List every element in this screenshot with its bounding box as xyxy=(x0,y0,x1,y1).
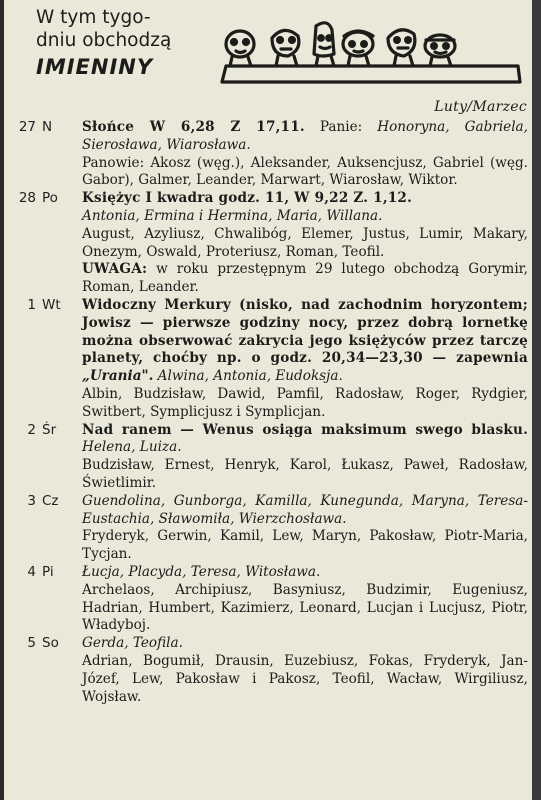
day-entry xyxy=(8,190,528,297)
day-entry xyxy=(8,635,528,706)
women-label: Panie: xyxy=(304,119,378,135)
women-names: Gerda, Teofila. xyxy=(82,635,183,652)
header-title: IMIENINY xyxy=(36,55,154,79)
men-names: Panowie: Akosz (węg.), Aleksander, Auksencjusz, Gabriel (węg. Gabor), Galmer, Leander, Marwart, Wiarosław, Wiktor. xyxy=(82,154,528,189)
day-label xyxy=(8,422,72,440)
astronomy-note: Nad ranem — Wenus osiąga maksimum swego blasku. xyxy=(82,421,528,438)
day-of-week: Śr xyxy=(42,421,57,438)
day-of-week: Cz xyxy=(42,492,59,509)
astronomy-note: Widoczny Merkury (nisko, nad zachodnim horyzontem; Jowisz — pierwsze godziny nocy, przez dobrą lornetkę można obserwować zakrycia jego księżyców przez tarczę planety, choćby np. o godz. 20,34—23,30 — zapewnia xyxy=(82,296,528,367)
men-names: Albin, Budzisław, Dawid, Pamfil, Radosław, Roger, Rydgier, Switbert, Symplicjusz i Symplicjan. xyxy=(82,385,528,420)
men-names: Fryderyk, Gerwin, Kamil, Lew, Maryn, Pakosław, Piotr-Maria, Tycjan. xyxy=(82,528,528,563)
day-label xyxy=(8,297,72,315)
column-header xyxy=(36,6,216,79)
women-names: Łucja, Placyda, Teresa, Witosława. xyxy=(82,563,321,580)
men-names: August, Azyliusz, Chwalibóg, Elemer, Justus, Lumir, Makary, Onezym, Oswald, Proteriusz, Roman, Teofil. xyxy=(82,225,528,260)
day-entry xyxy=(8,297,528,422)
day-number: 1 xyxy=(27,296,36,313)
day-number: 2 xyxy=(27,421,36,438)
day-number: 27 xyxy=(18,119,36,135)
men-names: Adrian, Bogumił, Drausin, Euzebiusz, Fokas, Fryderyk, Jan-Józef, Lew, Pakosław i Pakosz, Teofil, Wacław, Wirgiliusz, Wojsław. xyxy=(82,652,528,705)
day-label xyxy=(8,493,72,511)
header-line-2: dniu obchodzą xyxy=(36,30,172,51)
source-name: „Urania". xyxy=(82,368,154,385)
note-label: UWAGA: xyxy=(82,261,148,278)
day-number: 3 xyxy=(27,492,36,509)
men-names: Budzisław, Ernest, Henryk, Karol, Łukasz, Paweł, Radosław, Świetlimir. xyxy=(82,457,528,491)
day-of-week: Wt xyxy=(42,296,61,313)
day-entry xyxy=(8,119,528,190)
day-of-week: N xyxy=(42,119,53,135)
day-number: 4 xyxy=(27,563,36,580)
left-border xyxy=(0,0,4,800)
day-of-week: So xyxy=(42,635,59,652)
day-label xyxy=(8,190,72,208)
right-border xyxy=(532,0,541,800)
day-label xyxy=(8,119,72,137)
entries-list xyxy=(8,119,528,706)
day-entry xyxy=(8,493,528,564)
astronomy-note: Słońce W 6,28 Z 17,11. xyxy=(82,119,305,135)
note-text: w roku przestępnym 29 lutego obchodzą Gorymir, Roman, Leander. xyxy=(82,261,528,296)
women-names: Antonia, Ermina i Hermina, Maria, Willana. xyxy=(82,207,383,224)
women-names: Helena, Luiza. xyxy=(82,439,182,456)
month-label: Luty/Marzec xyxy=(434,99,527,115)
day-entry xyxy=(8,422,528,493)
header-line-1: W tym tygo- xyxy=(36,7,151,28)
women-names: Honoryna, Gabriela, Sierosława, Wiarosława. xyxy=(82,119,528,153)
day-of-week: Po xyxy=(42,190,58,207)
women-names: Guendolina, Gunborga, Kamilla, Kunegunda, Maryna, Teresa-Eustachia, Sławomiła, Wierzchosława. xyxy=(82,492,528,527)
day-label xyxy=(8,564,72,582)
faces-illustration xyxy=(218,20,523,100)
day-of-week: Pi xyxy=(42,563,54,580)
day-number: 5 xyxy=(27,635,36,652)
day-number: 28 xyxy=(18,190,36,207)
men-names: Archelaos, Archipiusz, Basyniusz, Budzimir, Eugeniusz, Hadrian, Humbert, Kazimierz, Leonard, Lucjan i Lucjusz, Piotr, Władyboj. xyxy=(82,581,528,634)
women-names: Alwina, Antonia, Eudoksja. xyxy=(157,368,343,385)
day-label xyxy=(8,635,72,653)
astronomy-note: Księżyc I kwadra godz. 11, W 9,22 Z. 1,12. xyxy=(82,190,413,207)
day-entry xyxy=(8,564,528,635)
